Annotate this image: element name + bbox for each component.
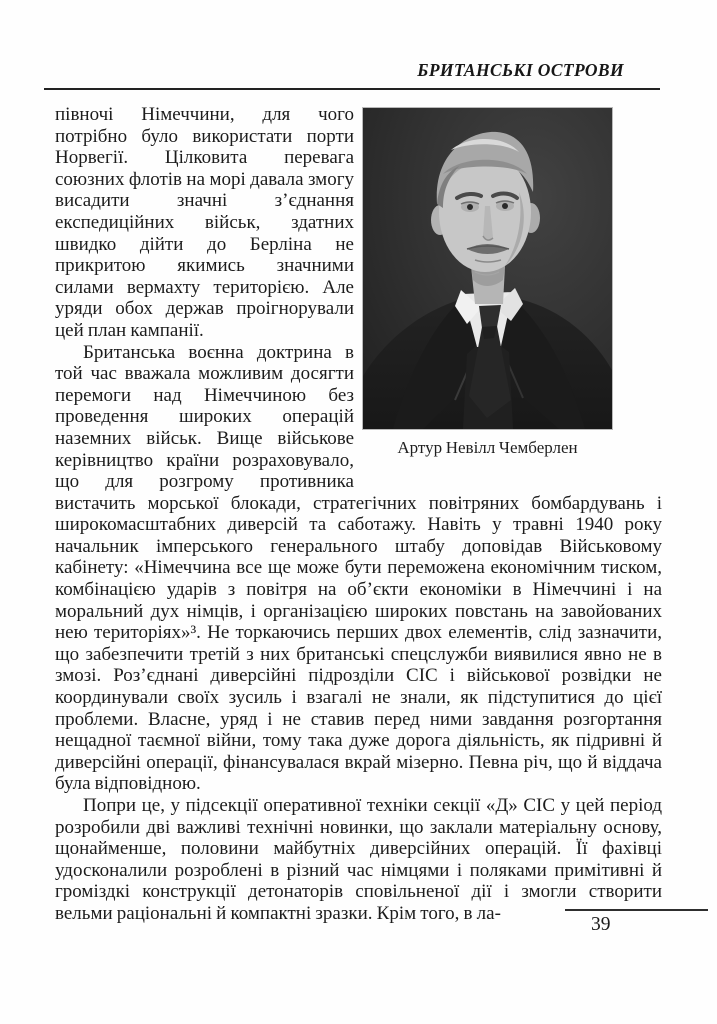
page-number: 39 <box>591 914 611 935</box>
body-paragraph-1: півночі Німеччини, для чого потрібно було використати порти Норвегії. Цілковита перевага союзних флотів на морі давала змогу висадити значні з’єднання експедиційних військ, здатних швидко дійти до Берліна не прикритою якимись значними силами вермахту територією. Але уряди обох держав проігнорували цей план кампанії. <box>55 104 354 341</box>
portrait-caption: Артур Невілл Чемберлен <box>397 438 578 457</box>
page-footer <box>565 909 708 936</box>
portrait-figure <box>363 108 612 458</box>
portrait-photo <box>363 108 612 429</box>
page-header <box>44 60 660 90</box>
body-paragraph-3: Попри це, у підсекції оперативної техніки секції «Д» СІС у цей період розробили дві важливі технічні новинки, що заклали матеріальну основу, щонайменше, половини майбутніх диверсійних операцій. Її фахівці удосконалили розроблені в різний час німцями і поляками примітивні й громіздкі конструкції детонаторів сповільненої дії і змогли створити вельми раціональні й компактні зразки. Крім того, в ла- <box>55 795 662 924</box>
portrait-photo-illustration <box>363 108 612 429</box>
body-paragraph-2: Британська воєнна доктрина в той час вважала можливим досягти перемоги над Німеччиною без проведення широких операцій наземних військ. Вище військове керівництво країни розраховувало, що для розгрому противника вистачить морської блокади, стратегічних повітряних бомбардувань і широкомасштабних диверсій та саботажу. Навіть у травні 1940 року начальник імперського генерального штабу доповідав Військовому кабінету: «Німеччина все ще може бути переможена економічним тиском, комбінацією ударів з повітря на об’єкти економіки в Німеччині і на моральний дух німців, і організацією широких повстань на завойованих нею територіях»³. Не торкаючись перших двох елементів, слід зазначити, що забезпечити третій з них британські спецслужби виявилися явно не в змозі. Роз’єднані диверсійні підрозділи СІС і військової розвідки не координували своїх зусиль і взагалі не знали, як підступитися до цієї проблеми. Власне, уряд і не ставив перед ними завдання розгортання нещадної таємної війни, тому така дуже дорога діяльність, як підривні й диверсійні операції, фінансувалася вкрай мізерно. Певна річ, що й віддача була відповідною. <box>55 341 662 795</box>
page-body-text <box>55 104 662 925</box>
running-head-title: БРИТАНСЬКІ ОСТРОВИ <box>417 60 624 80</box>
